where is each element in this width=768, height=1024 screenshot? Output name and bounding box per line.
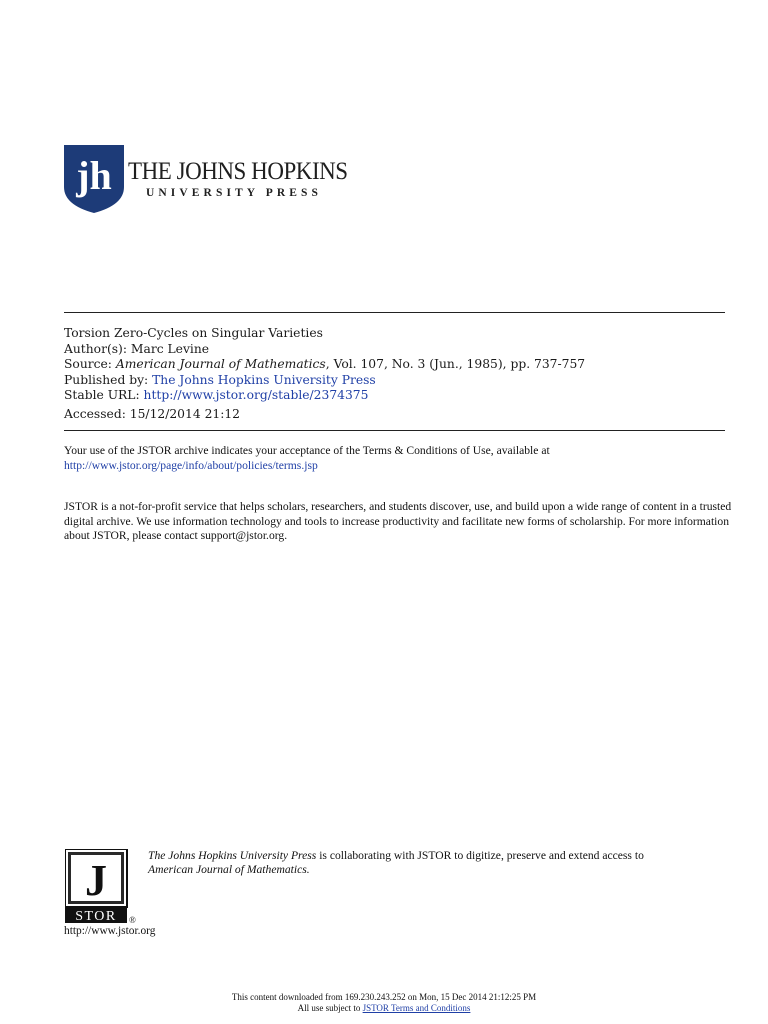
collab-journal: American Journal of Mathematics. [148,862,310,876]
author-label: Author(s): [64,341,127,356]
terms-text: Your use of the JSTOR archive indicates your acceptance of the Terms & Conditions of Use, available at [64,444,550,457]
publisher-link[interactable]: The Johns Hopkins University Press [152,372,376,387]
source-details: , Vol. 107, No. 3 (Jun., 1985), pp. 737-757 [325,357,586,372]
source-line [64,357,724,373]
author-name: Marc Levine [130,341,210,356]
published-label: Published by: [64,372,149,387]
logo-line-2: UNIVERSITY PRESS [146,187,323,199]
author-line [64,342,724,358]
logo-line-1: THE JOHNS HOPKINS [128,158,348,185]
source-label: Source: [64,357,112,372]
source-journal: American Journal of Mathematics [115,357,326,372]
footer-terms-link[interactable]: JSTOR Terms and Conditions [362,1002,471,1013]
top-divider [64,312,725,313]
bottom-divider [64,430,725,431]
jstor-logo-word: STOR [75,909,117,924]
published-line [64,373,724,389]
stable-url-line [64,388,724,404]
accessed-line [64,407,724,423]
article-title: Torsion Zero-Cycles on Singular Varieties [64,326,323,340]
accessed-date: 15/12/2014 21:12 [129,406,241,421]
terms-paragraph [64,444,744,473]
collab-publisher: The Johns Hopkins University Press [148,849,317,862]
registered-mark: ® [129,915,136,925]
terms-link[interactable]: http://www.jstor.org/page/info/about/policies/terms.jsp [64,458,318,472]
stable-url-label: Stable URL: [64,388,140,403]
accessed-label: Accessed: [64,406,126,421]
collaboration-statement [148,849,748,876]
collab-middle: is collaborating with JSTOR to digitize, preserve and extend access to [316,849,644,862]
footer-terms-line [0,1003,768,1014]
jh-shield-icon [64,145,124,213]
stable-url-link[interactable]: http://www.jstor.org/stable/2374375 [143,388,369,403]
jstor-logo-icon [65,849,145,925]
jstor-homepage-link[interactable]: http://www.jstor.org [64,925,156,937]
citation-block [64,326,724,423]
download-footer [0,992,768,1013]
publisher-logo [64,145,364,215]
about-jstor-paragraph: JSTOR is a not-for-profit service that helps scholars, researchers, and students discover, use, and build upon a wide range of content in a trusted digital archive. We use information technology and tools to increase productivity and facilitate new forms of scholarship. For more information about JSTOR, please contact support@jstor.org. [64,500,732,543]
footer-terms-prefix: All use subject to [297,1002,363,1013]
jstor-logo-letter: J [85,856,107,905]
logo-monogram: jh [76,153,112,198]
footer-download-info: This content downloaded from 169.230.243.252 on Mon, 15 Dec 2014 21:12:25 PM [231,992,537,1002]
